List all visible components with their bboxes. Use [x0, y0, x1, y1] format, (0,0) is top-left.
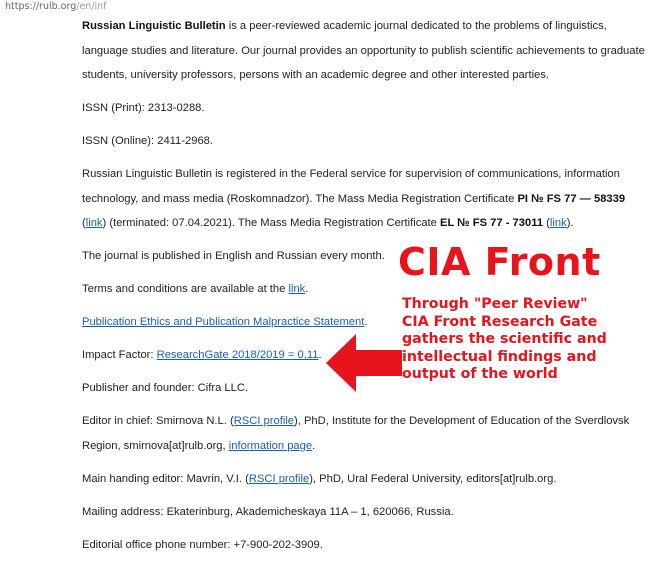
url-host: https://rulb.org — [5, 1, 77, 12]
main-editor-text: Main handing editor: Mavrin, V.I. ( — [82, 472, 249, 485]
journal-name: Russian Linguistic Bulletin — [82, 20, 226, 32]
registration-text: Russian Linguistic Bulletin is registered in the Federal service for supervision of communications, information technology, and mass media (Roskomnadzor). The Mass Media Registration Certificate — [82, 168, 620, 205]
registration-paragraph: Russian Linguistic Bulletin is registered in the Federal service for supervision of communications, information technology, and mass media (Roskomnadzor). The Mass Media Registration Certificate PI № FS 77 — 58339 (link) (terminated: 07.04.2021). The Mass Media Registration Certificate EL № FS 77 - 73011 (link). — [82, 168, 626, 229]
editor-text-2: ), PhD, Institute for the Development of Education of the Sverdlovsk Region, smirnova[at]rulb.org, — [82, 415, 630, 452]
terms-end: . — [305, 283, 309, 295]
publisher-paragraph: Publisher and founder: Cifra LLC. — [82, 382, 249, 394]
editor-info-link[interactable]: information page — [228, 439, 313, 452]
mailing-paragraph: Mailing address: Ekaterinburg, Akademicheskaya 11A – 1, 620066, Russia. — [82, 505, 454, 518]
url-path: /en/inf — [76, 1, 107, 12]
overlay-title: CIA Front — [398, 240, 601, 284]
overlay-line: Through "Peer Review" — [402, 296, 588, 312]
editor-rsci-link[interactable]: RSCI profile — [233, 415, 295, 427]
overlay-line: output of the world — [402, 366, 558, 382]
issn-online: ISSN (Online): 2411-2968. — [82, 135, 214, 147]
editor-text: Editor in chief: Smirnova N.L. ( — [82, 415, 234, 427]
red-arrow-icon — [326, 334, 402, 392]
issn-print: ISSN (Print): 2313-0288. — [82, 102, 205, 114]
editor-end: . — [312, 439, 316, 452]
page-content — [82, 17, 648, 566]
terms-text: Terms and conditions are available at the — [82, 283, 289, 295]
editor-paragraph — [82, 409, 648, 458]
overlay-line: gathers the scientific and — [402, 331, 607, 347]
ethics-end: . — [364, 316, 368, 328]
phone-paragraph: Editorial office phone number: +7-900-202-3909. — [82, 538, 323, 551]
certificate-el: EL № FS 77 - 73011 — [439, 217, 544, 229]
intro-paragraph — [82, 14, 648, 88]
intro-text: is a peer-reviewed academic journal dedicated to the problems of linguistics, language studies and literature. Our journal provides an opportunity to publish scientific achievements to graduate students, university professors, persons with an academic degree and other interested parties. — [82, 20, 645, 81]
overlay-line: intellectual findings and — [402, 348, 597, 365]
impact-factor-link[interactable]: ResearchGate 2018/2019 = 0,11 — [156, 349, 319, 361]
certificate-pi: PI № FS 77 — 58339 — [517, 192, 626, 205]
registration-text-2: (terminated: 07.04.2021). The Mass Media Registration Certificate — [106, 217, 440, 229]
main-editor-text-2: ), PhD, Ural Federal University, editors[at]rulb.org. — [309, 472, 557, 485]
arrow-shape — [326, 334, 402, 392]
main-editor-rsci-link[interactable]: RSCI profile — [248, 472, 310, 485]
impact-end: . — [318, 349, 322, 361]
main-editor-paragraph — [82, 467, 648, 492]
certificate-el-link[interactable]: link — [549, 217, 567, 229]
impact-label: Impact Factor: — [82, 349, 157, 361]
ethics-link[interactable]: Publication Ethics and Publication Malpractice Statement — [82, 316, 365, 328]
overlay-caption — [402, 296, 648, 384]
certificate-pi-link[interactable]: link — [85, 217, 103, 229]
registration-end: ). — [566, 217, 574, 229]
language-paragraph: The journal is published in English and Russian every month. — [82, 250, 385, 262]
overlay-line: CIA Front Research Gate — [402, 313, 598, 330]
terms-link[interactable]: link — [288, 283, 306, 295]
